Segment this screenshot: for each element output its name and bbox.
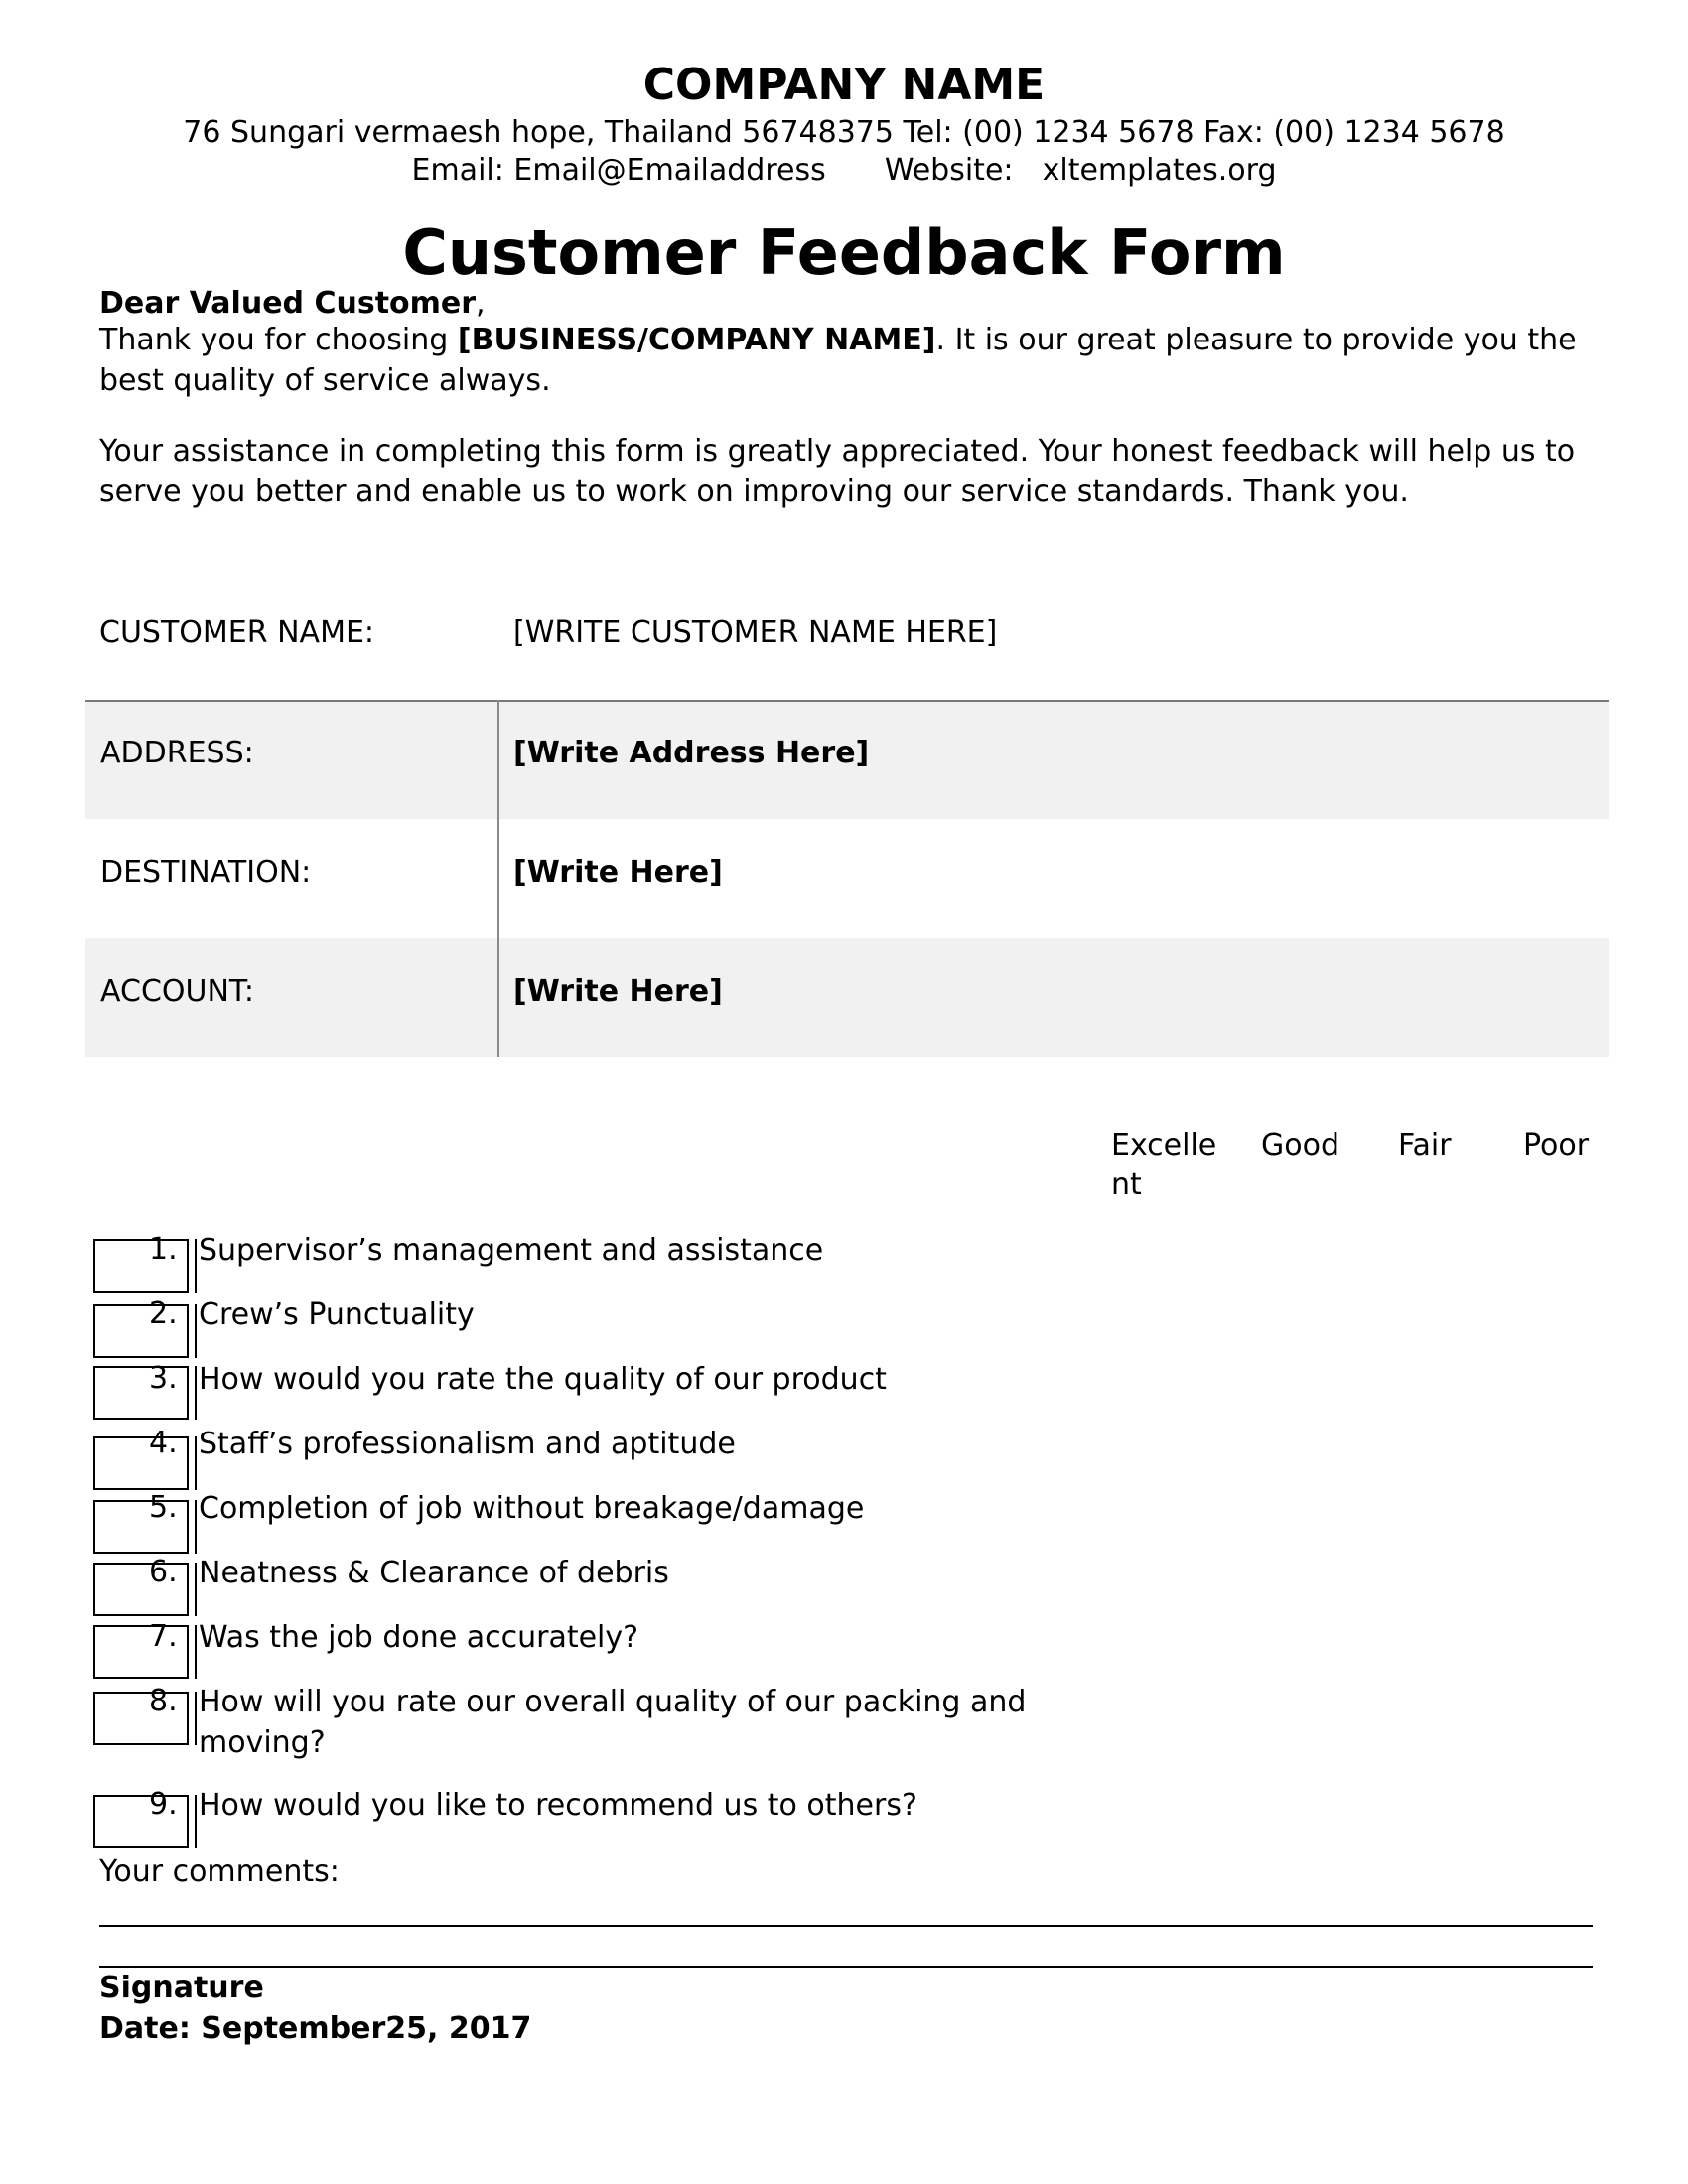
- business-name-placeholder: [BUSINESS/COMPANY NAME]: [457, 323, 936, 357]
- question-number-3: 3.: [149, 1361, 178, 1396]
- comments-line-2[interactable]: [99, 1966, 1593, 1968]
- question-checkbox-6[interactable]: [93, 1563, 189, 1616]
- salutation-comma: ,: [476, 286, 486, 321]
- destination-label: DESTINATION:: [100, 855, 312, 889]
- question-text-3: How would you rate the quality of our product: [199, 1362, 887, 1397]
- question-checkbox-2[interactable]: [93, 1304, 189, 1358]
- customer-name-field[interactable]: [WRITE CUSTOMER NAME HERE]: [513, 615, 998, 650]
- signature-label: Signature: [99, 1971, 264, 2005]
- question-checkbox-8[interactable]: [93, 1692, 189, 1745]
- website-label: Website:: [884, 153, 1014, 188]
- question-text-8: How will you rate our overall quality of our packing and moving?: [199, 1685, 1027, 1760]
- website-value: xltemplates.org: [1042, 153, 1277, 188]
- question-checkbox-1[interactable]: [93, 1239, 189, 1293]
- question-text-2: Crew’s Punctuality: [199, 1297, 475, 1332]
- salutation: Dear Valued Customer: [99, 286, 477, 321]
- intro-text-end: . It is our great pleasure to provide you the best quality of service always.: [99, 323, 1577, 398]
- question-checkbox-5[interactable]: [93, 1500, 189, 1554]
- question-number-8: 8.: [149, 1684, 178, 1718]
- question-checkbox-7[interactable]: [93, 1625, 189, 1679]
- question-checkbox-4[interactable]: [93, 1436, 189, 1490]
- question-checkbox-9[interactable]: [93, 1795, 189, 1848]
- customer-name-label: CUSTOMER NAME:: [99, 615, 375, 650]
- question-text-4: Staff’s professionalism and aptitude: [199, 1427, 736, 1461]
- question-text-7: Was the job done accurately?: [199, 1620, 639, 1655]
- question-text-9: How would you like to recommend us to others?: [199, 1788, 917, 1823]
- address-label: ADDRESS:: [100, 736, 254, 770]
- question-number-6: 6.: [149, 1555, 178, 1589]
- table-column-divider: [497, 700, 499, 1057]
- destination-field[interactable]: [Write Here]: [513, 855, 723, 889]
- question-text-1: Supervisor’s management and assistance: [199, 1233, 824, 1268]
- comments-line-1[interactable]: [99, 1925, 1593, 1927]
- question-number-5: 5.: [149, 1490, 178, 1525]
- question-number-1: 1.: [149, 1232, 178, 1267]
- rating-header-good: Good: [1261, 1128, 1339, 1162]
- account-label: ACCOUNT:: [100, 974, 255, 1009]
- account-field[interactable]: [Write Here]: [513, 974, 723, 1009]
- intro-paragraph-2: Your assistance in completing this form is greatly appreciated. Your honest feedback will help us to serve you better and enable us to work on improving our service standards. Thank you.: [99, 434, 1576, 509]
- company-name: COMPANY NAME: [642, 60, 1046, 110]
- rating-header-fair: Fair: [1398, 1128, 1452, 1162]
- intro-paragraph-1: [99, 320, 1589, 401]
- address-field[interactable]: [Write Address Here]: [513, 736, 870, 770]
- details-row-account: [85, 938, 1609, 1057]
- comments-label: Your comments:: [99, 1854, 340, 1889]
- greeting: [99, 286, 486, 321]
- company-address-line: 76 Sungari vermaesh hope, Thailand 56748375 Tel: (00) 1234 5678 Fax: (00) 1234 5678: [183, 115, 1505, 150]
- details-row-address: [85, 700, 1609, 819]
- rating-excellent-line1: Excelle: [1111, 1128, 1217, 1162]
- customer-details-table: [85, 700, 1609, 1057]
- question-number-4: 4.: [149, 1426, 178, 1460]
- question-checkbox-3[interactable]: [93, 1366, 189, 1420]
- rating-header-poor: Poor: [1523, 1128, 1590, 1162]
- rating-header-excellent: [1111, 1126, 1216, 1205]
- email-value: Email@Emailaddress: [513, 153, 826, 188]
- email-label: Email:: [411, 153, 504, 188]
- rating-excellent-line2: nt: [1111, 1167, 1142, 1202]
- form-title: Customer Feedback Form: [402, 216, 1286, 289]
- question-number-2: 2.: [149, 1297, 178, 1331]
- table-top-border: [85, 700, 1609, 702]
- company-email-website-line: [0, 152, 1688, 190]
- company-contact: [0, 114, 1688, 190]
- date-text: Date: September25, 2017: [99, 2011, 532, 2046]
- intro-text-start: Thank you for choosing: [99, 323, 458, 357]
- question-number-9: 9.: [149, 1787, 178, 1822]
- details-row-destination: [85, 819, 1609, 938]
- question-text-5: Completion of job without breakage/damage: [199, 1491, 865, 1526]
- question-text-6: Neatness & Clearance of debris: [199, 1556, 669, 1590]
- question-number-7: 7.: [149, 1619, 178, 1654]
